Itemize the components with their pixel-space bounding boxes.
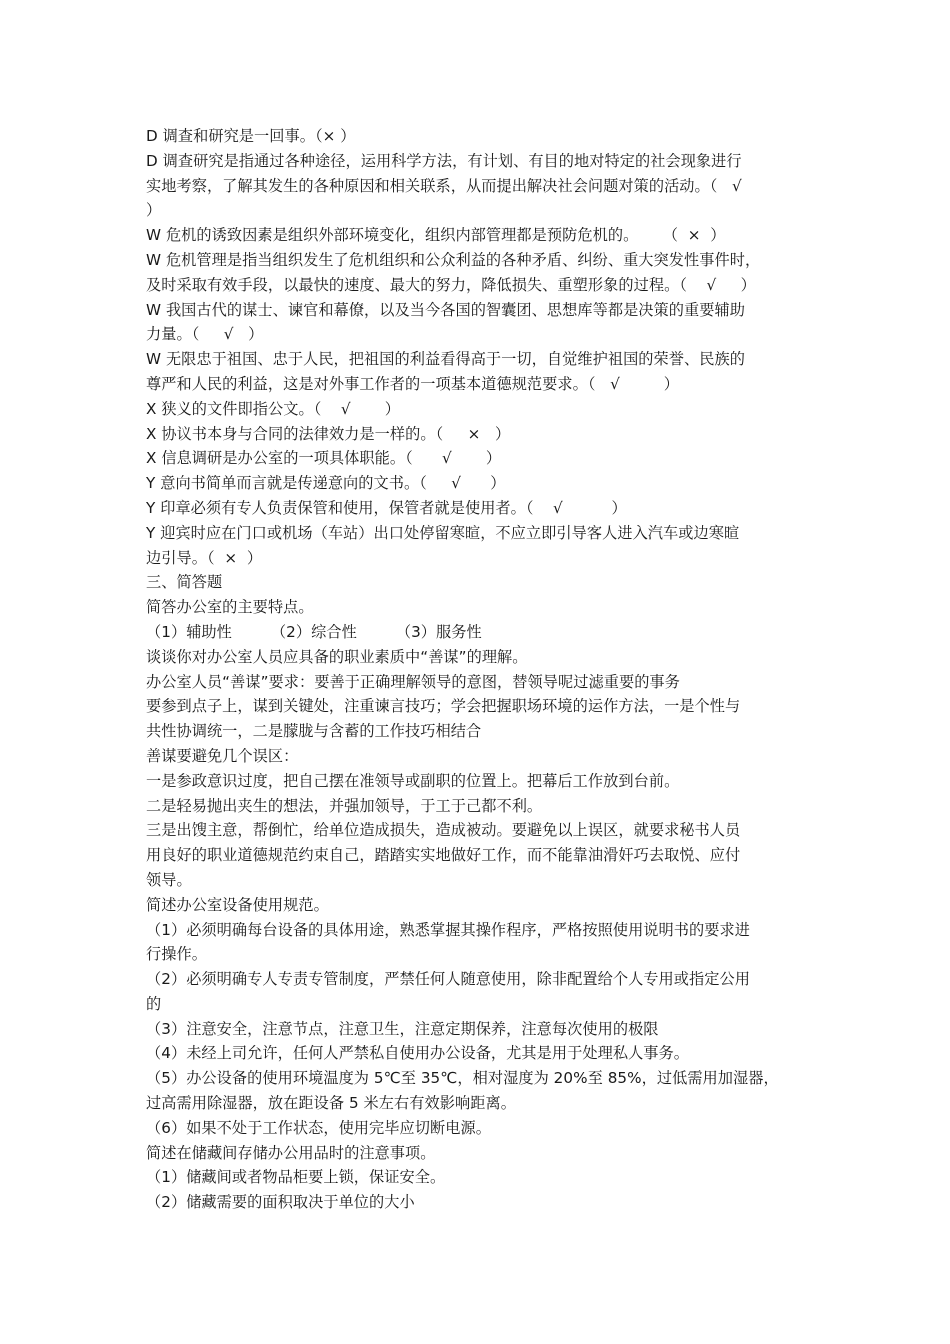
text-line: X 狭义的文件即指公文。（ √ ） [146,399,400,418]
text-line: 及时采取有效手段，以最快的速度、最大的努力，降低损失、重塑形象的过程。（ √ ） [146,275,756,294]
text-line: D 调查研究是指通过各种途径，运用科学方法，有计划、有目的地对特定的社会现象进行 [146,151,742,170]
text-line: 力量。（ √ ） [146,325,264,344]
text-line: （3）注意安全，注意节点，注意卫生，注意定期保养，注意每次使用的极限 [146,1019,659,1038]
text-line: ） [146,201,162,220]
text-line: 领导。 [146,870,192,889]
text-line: Y 印章必须有专人负责保管和使用，保管者就是使用者。（ √ ） [146,498,627,517]
text-line: 二是轻易抛出夹生的想法，并强加领导，于工于己都不利。 [146,796,543,815]
text-line: 过高需用除湿器，放在距设备 5 米左右有效影响距离。 [146,1094,516,1113]
text-line: W 危机管理是指当组织发生了危机组织和公众利益的各种矛盾、纠纷、重大突发性事件时， [146,250,761,269]
text-line: 用良好的职业道德规范约束自己，踏踏实实地做好工作，而不能靠油滑奸巧去取悦、应付 [146,846,741,865]
text-line: 行操作。 [146,945,207,964]
text-line: （2）储藏需要的面积取决于单位的大小 [146,1193,415,1212]
text-line: 要参到点子上，谋到关键处，注重谏言技巧；学会把握职场环境的运作方法，一是个性与 [146,697,741,716]
text-line: W 我国古代的谋士、谏官和幕僚，以及当今各国的智囊团、思想库等都是决策的重要辅助 [146,300,745,319]
text-line: Y 意向书简单而言就是传递意向的文书。（ √ ） [146,474,506,493]
text-line: 办公室人员“善谋”要求：要善于正确理解领导的意图，替领导呢过滤重要的事务 [146,672,680,691]
text-line: （5）办公设备的使用环境温度为 5℃至 35℃，相对湿度为 20%至 85%，过低需用加湿器， [146,1069,779,1088]
text-line: 实地考察，了解其发生的各种原因和相关联系，从而提出解决社会问题对策的活动。（ √ [146,176,742,195]
section-heading: 三、简答题 [146,573,223,592]
text-line: 三是出馊主意，帮倒忙，给单位造成损失，造成被动。要避免以上误区，就要求秘书人员 [146,821,741,840]
text-line: Y 迎宾时应在门口或机场（车站）出口处停留寒暄，不应立即引导客人进入汽车或边寒暄 [146,523,740,542]
text-line: 的 [146,994,162,1013]
text-line: （6）如果不处于工作状态，使用完毕应切断电源。 [146,1118,491,1137]
text-line: X 协议书本身与合同的法律效力是一样的。（ × ） [146,424,511,443]
document-page [146,124,818,1215]
text-line: （1）辅助性 （2）综合性 （3）服务性 [146,622,482,641]
text-line: （1）必须明确每台设备的具体用途，熟悉掌握其操作程序，严格按照使用说明书的要求进 [146,920,750,939]
question-line: 谈谈你对办公室人员应具备的职业素质中“善谋”的理解。 [146,647,528,666]
question-line: 简述办公室设备使用规范。 [146,895,329,914]
text-line: W 危机的诱致因素是组织外部环境变化，组织内部管理都是预防危机的。 （ × ） [146,226,726,245]
text-line: （1）储藏间或者物品柜要上锁，保证安全。 [146,1168,446,1187]
text-line: 一是参政意识过度，把自己摆在准领导或副职的位置上。把幕后工作放到台前。 [146,771,680,790]
question-line: 简述在储藏间存储办公用品时的注意事项。 [146,1143,436,1162]
text-line: W 无限忠于祖国、忠于人民，把祖国的利益看得高于一切，自觉维护祖国的荣誉、民族的 [146,350,745,369]
question-line: 简答办公室的主要特点。 [146,598,314,617]
text-line: （2）必须明确专人专责专管制度，严禁任何人随意使用，除非配置给个人专用或指定公用 [146,970,750,989]
text-line: D 调查和研究是一回事。（× ） [146,127,356,145]
text-line: 共性协调统一，二是朦胧与含蓄的工作技巧相结合 [146,722,482,741]
text-line: X 信息调研是办公室的一项具体职能。（ √ ） [146,449,502,468]
text-line: 边引导。（ × ） [146,548,263,567]
text-line: 尊严和人民的利益，这是对外事工作者的一项基本道德规范要求。（ √ ） [146,374,680,393]
text-line: 善谋要避免几个误区： [146,746,299,765]
text-line: （4）未经上司允许，任何人严禁私自使用办公设备，尤其是用于处理私人事务。 [146,1044,690,1063]
